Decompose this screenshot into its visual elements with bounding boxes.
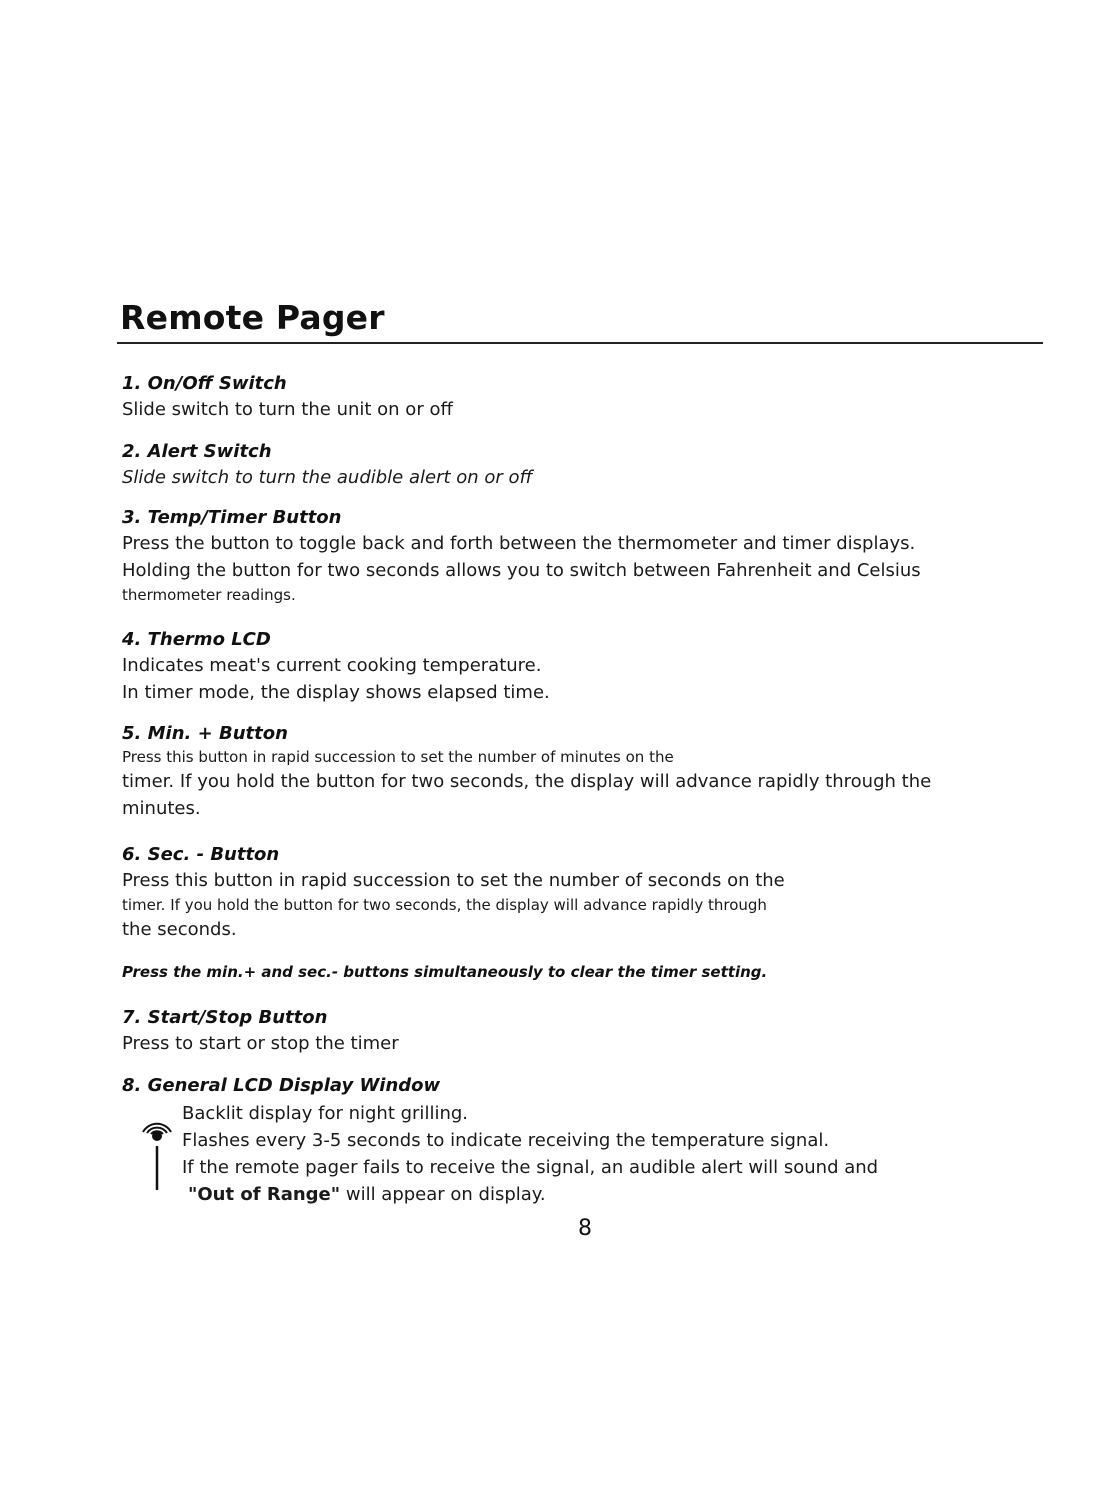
section-heading: 4. Thermo LCD [122,629,271,650]
section-text: Slide switch to turn the unit on or off [122,399,453,420]
section-text: Backlit display for night grilling. [182,1103,468,1124]
section-text: Indicates meat's current cooking temperature. [122,655,542,676]
out-of-range-line [182,1181,878,1208]
section-text: minutes. [122,798,201,819]
section-heading: 1. On/Off Switch [122,373,287,394]
section-heading: 7. Start/Stop Button [122,1007,328,1028]
section-alert-switch [122,440,1022,491]
section-text: Press the button to toggle back and forth between the thermometer and timer displays. [122,533,916,554]
section-text: Holding the button for two seconds allows you to switch between Fahrenheit and Celsius [122,560,921,581]
page-number: 8 [578,1216,592,1241]
section-heading: 2. Alert Switch [122,441,272,462]
title-divider [117,342,1043,344]
section-text: Press this button in rapid succession to set the number of seconds on the [122,870,785,891]
section-text: If the remote pager fails to receive the signal, an audible alert will sound and [182,1157,879,1178]
section-text: Flashes every 3-5 seconds to indicate receiving the temperature signal. [182,1130,830,1151]
section-start-stop-button [122,1006,1022,1057]
section-text: Press this button in rapid succession to set the number of minutes on the [122,748,674,766]
section-text: Press to start or stop the timer [122,1033,399,1054]
signal-antenna-icon [137,1106,177,1202]
out-of-range-text: will appear on display. [340,1184,546,1205]
clear-timer-note: Press the min.+ and sec.- buttons simultaneously to clear the timer setting. [122,963,768,981]
section-heading: 5. Min. + Button [122,723,288,744]
section-text: thermometer readings. [122,586,296,604]
section-text: In timer mode, the display shows elapsed time. [122,682,550,703]
section-text: the seconds. [122,919,237,940]
page-title: Remote Pager [120,298,385,337]
section-on-off-switch [122,372,1022,423]
section-text: timer. If you hold the button for two seconds, the display will advance rapidly through the [122,771,932,792]
section-general-lcd-window [122,1074,1022,1098]
section-heading: 8. General LCD Display Window [122,1075,441,1096]
section-sec-minus-button [122,843,1022,943]
section-text: Slide switch to turn the audible alert on or off [122,467,533,488]
section-temp-timer-button [122,506,1022,606]
section-thermo-lcd [122,628,1022,706]
section-heading: 3. Temp/Timer Button [122,507,342,528]
lcd-description [182,1100,878,1208]
section-text: timer. If you hold the button for two seconds, the display will advance rapidly through [122,896,767,914]
section-heading: 6. Sec. - Button [122,844,280,865]
out-of-range-label: "Out of Range" [188,1184,341,1205]
section-min-plus-button [122,722,1022,822]
